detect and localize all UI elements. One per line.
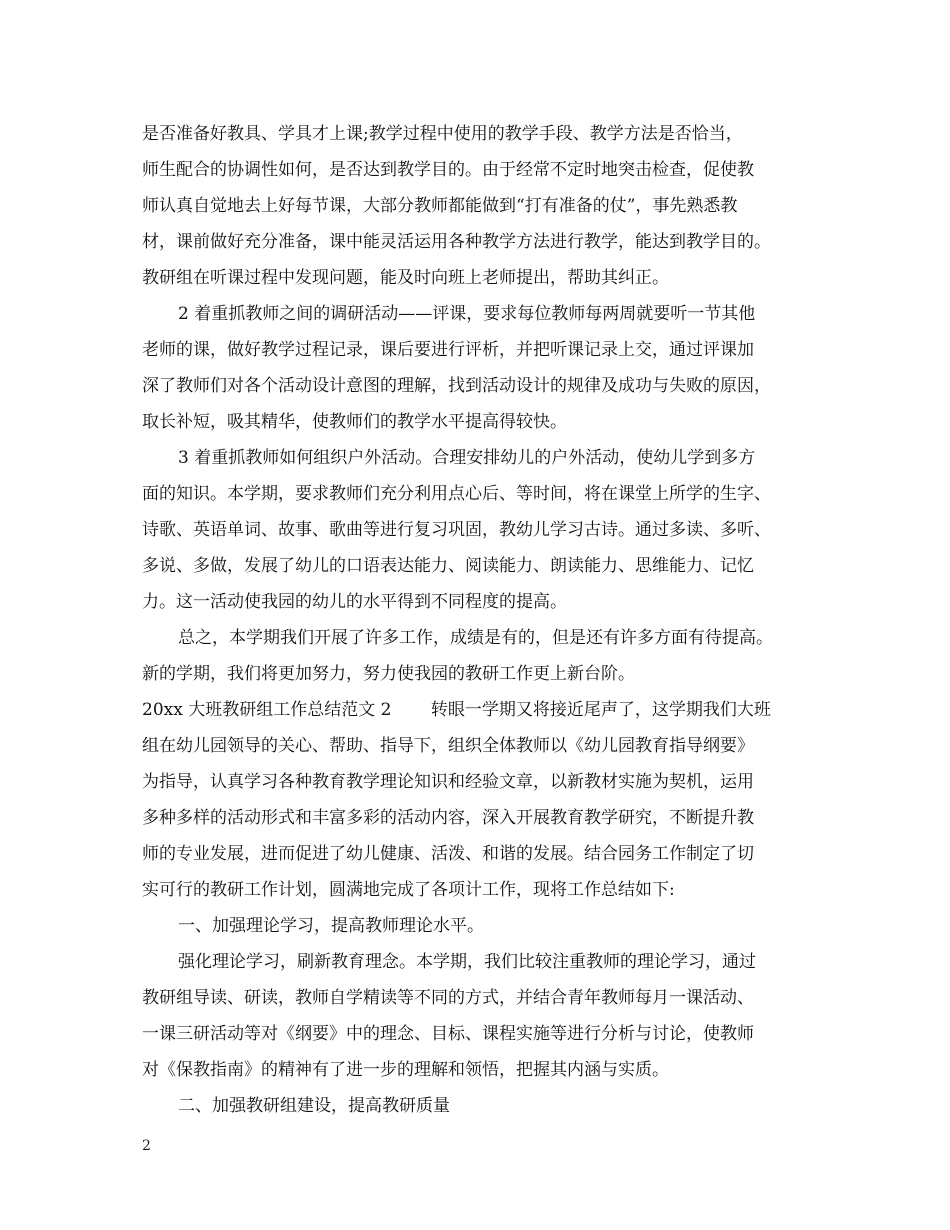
text-line: 多种多样的活动形式和丰富多彩的活动内容，深入开展教育教学研究，不断提升教 [142, 808, 754, 828]
text-line: 力。这一活动使我园的幼儿的水平得到不同程度的提高。 [142, 592, 567, 612]
text-line: 诗歌、英语单词、故事、歌曲等进行复习巩固，教幼儿学习古诗。通过多读、多听、 [142, 520, 771, 540]
text-line: 二、加强教研组建设，提高教研质量 [178, 1096, 450, 1116]
text-line: 新的学期，我们将更加努力，努力使我园的教研工作更上新台阶。 [142, 664, 635, 684]
text-line: 深了教师们对各个活动设计意图的理解，找到活动设计的规律及成功与失败的原因， [142, 376, 771, 396]
text-line: 师认真自觉地去上好每节课，大部分教师都能做到“打有准备的仗”，事先熟悉教 [142, 196, 738, 216]
text-line: 老师的课，做好教学过程记录，课后要进行评析，并把听课记录上交，通过评课加 [142, 340, 754, 360]
text-line: 实可行的教研工作计划，圆满地完成了各项计工作，现将工作总结如下: [142, 880, 675, 900]
text-line: 20xx 大班教研组工作总结范文 2 转眼一学期又将接近尾声了，这学期我们大班 [142, 700, 771, 720]
text-line: 强化理论学习，刷新教育理念。本学期，我们比较注重教师的理论学习，通过 [178, 952, 756, 972]
text-line: 组在幼儿园领导的关心、帮助、指导下，组织全体教师以《幼儿园教育指导纲要》 [142, 736, 754, 756]
text-line: 教研组在听课过程中发现问题，能及时向班上老师提出，帮助其纠正。 [142, 268, 669, 288]
text-line: 是否准备好教具、学具才上课;教学过程中使用的教学手段、教学方法是否恰当， [142, 124, 743, 144]
page-number: 2 [142, 1138, 151, 1154]
text-line: 师生配合的协调性如何，是否达到教学目的。由于经常不定时地突击检查，促使教 [142, 160, 754, 180]
text-line: 2 着重抓教师之间的调研活动——评课，要求每位教师每两周就要听一节其他 [178, 304, 756, 324]
text-line: 材，课前做好充分准备，课中能灵活运用各种教学方法进行教学，能达到教学目的。 [142, 232, 771, 252]
text-line: 多说、多做，发展了幼儿的口语表达能力、阅读能力、朗读能力、思维能力、记忆 [142, 556, 754, 576]
text-line: 为指导，认真学习各种教育教学理论知识和经验文章，以新教材实施为契机，运用 [142, 772, 754, 792]
text-line: 教研组导读、研读，教师自学精读等不同的方式，并结合青年教师每月一课活动、 [142, 988, 754, 1008]
text-line: 师的专业发展，进而促进了幼儿健康、活泼、和谐的发展。结合园务工作制定了切 [142, 844, 754, 864]
document-body [142, 116, 822, 1124]
text-line: 总之，本学期我们开展了许多工作，成绩是有的，但是还有许多方面有待提高。 [178, 628, 773, 648]
text-line: 对《保教指南》的精神有了进一步的理解和领悟，把握其内涵与实质。 [142, 1060, 669, 1080]
text-line: 一课三研活动等对《纲要》中的理念、目标、课程实施等进行分析与讨论，使教师 [142, 1024, 754, 1044]
text-line: 取长补短，吸其精华，使教师们的教学水平提高得较快。 [142, 412, 567, 432]
text-line: 3 着重抓教师如何组织户外活动。合理安排幼儿的户外活动，使幼儿学到多方 [178, 448, 756, 468]
text-line: 一、加强理论学习，提高教师理论水平。 [178, 916, 484, 936]
text-line: 面的知识。本学期，要求教师们充分利用点心后、等时间，将在课堂上所学的生字、 [142, 484, 771, 504]
